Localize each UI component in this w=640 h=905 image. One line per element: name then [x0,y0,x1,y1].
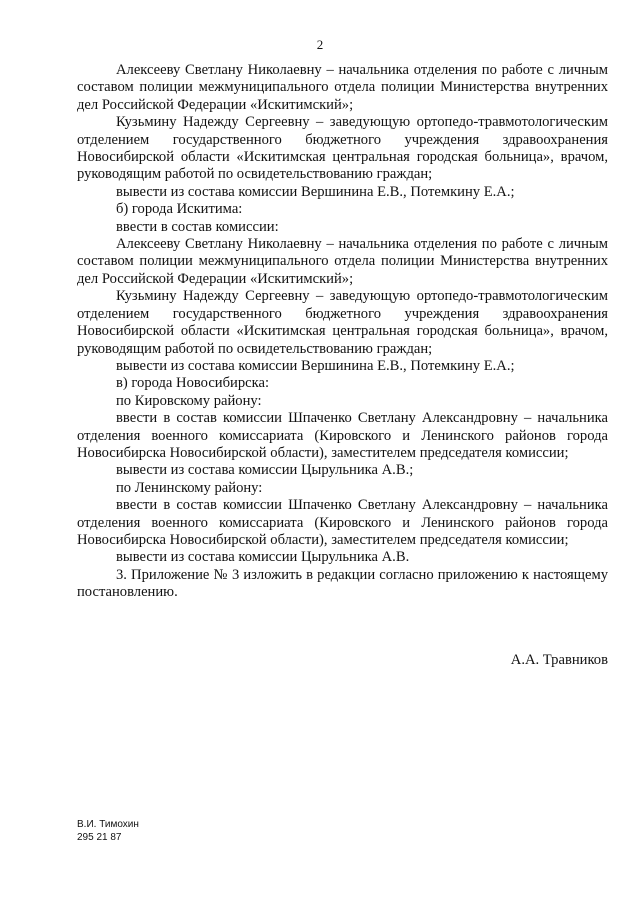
paragraph: вывести из состава комиссии Цырульника А.В.; [116,462,414,479]
paragraph: Алексееву Светлану Николаевну – начальника отделения по работе с личным составом полиции межмуниципального отдела полиции Министерства внутренних дел Российской Федерации «Искитимский»; [77,236,608,287]
signature: А.А. Травников [510,652,608,668]
paragraph: ввести в состав комиссии Шпаченко Светлану Александровну – начальника отделения военного комиссариата (Кировского и Ленинского районов города Новосибирска Новосибирской области), заместителем председателя комиссии; [77,410,608,461]
executor-phone: 295 21 87 [77,832,122,843]
document-body [77,62,608,602]
paragraph: в) города Новосибирска: [116,375,270,392]
paragraph: вывести из состава комиссии Вершинина Е.В., Потемкину Е.А.; [116,183,515,200]
paragraph: ввести в состав комиссии: [116,218,279,235]
executor-block [77,818,139,844]
executor-name: В.И. Тимохин [77,819,139,830]
paragraph: б) города Искитима: [116,201,243,218]
paragraph: Кузьмину Надежду Сергеевну – заведующую ортопедо-травмотологическим отделением государственного бюджетного учреждения здравоохранения Новосибирской области «Искитимская центральная городская больница», врачом, руководящим работой по освидетельствованию граждан; [77,288,608,357]
paragraph: 3. Приложение № 3 изложить в редакции согласно приложению к настоящему постановлению. [77,566,608,601]
paragraph: вывести из состава комиссии Цырульника А.В. [116,549,410,566]
paragraph: по Кировскому району: [116,392,262,409]
paragraph: Алексееву Светлану Николаевну – начальника отделения по работе с личным составом полиции межмуниципального отдела полиции Министерства внутренних дел Российской Федерации «Искитимский»; [77,62,608,113]
page-number: 2 [316,37,324,52]
paragraph: вывести из состава комиссии Вершинина Е.В., Потемкину Е.А.; [116,357,515,374]
paragraph: Кузьмину Надежду Сергеевну – заведующую ортопедо-травмотологическим отделением государственного бюджетного учреждения здравоохранения Новосибирской области «Искитимская центральная городская больница», врачом, руководящим работой по освидетельствованию граждан; [77,114,608,183]
paragraph: ввести в состав комиссии Шпаченко Светлану Александровну – начальника отделения военного комиссариата (Кировского и Ленинского районов города Новосибирска Новосибирской области), заместителем председателя комиссии; [77,497,608,548]
paragraph: по Ленинскому району: [116,479,263,496]
